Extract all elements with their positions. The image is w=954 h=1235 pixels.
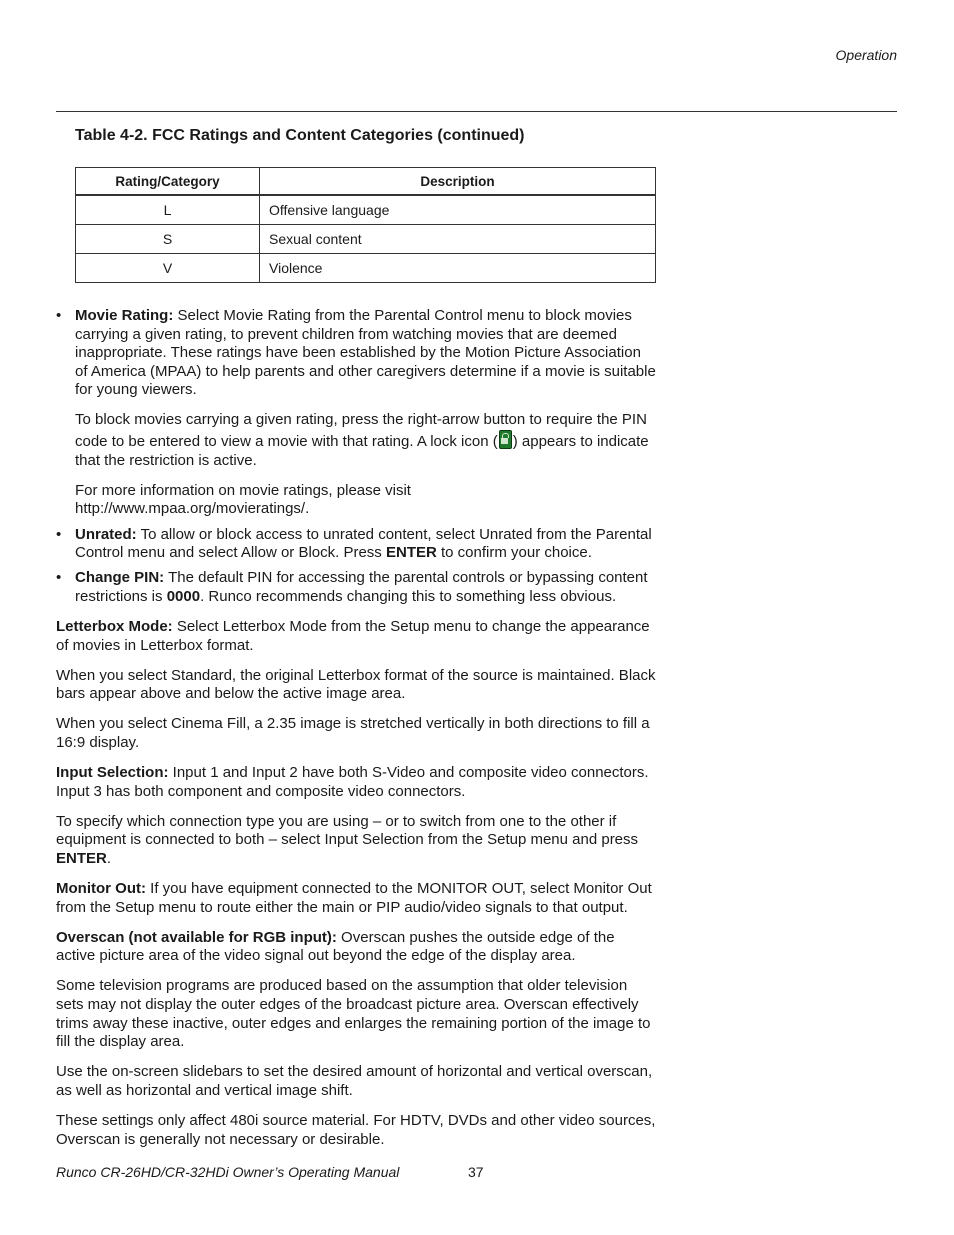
table-header-row <box>76 168 656 196</box>
mpaa-url: http://www.mpaa.org/movieratings/. <box>75 500 310 518</box>
movie-rating-info-paragraph <box>75 482 656 519</box>
input-selection-specify-paragraph <box>56 813 656 869</box>
footer-manual-title: Runco CR-26HD/CR-32HDi Owner’s Operating Manual <box>56 1164 400 1180</box>
enter-key-label: ENTER <box>385 544 437 562</box>
overscan-paragraph <box>56 929 656 966</box>
specify-text-before: To specify which connection type you are using – or to switch from one to the other if equipment is connected to both – select Input Selection from the Setup menu and press <box>56 812 639 849</box>
change-pin-text-before: The default PIN for accessing the parental controls or bypassing content restrictions is <box>75 569 648 605</box>
overscan-slidebars-paragraph: Use the on-screen slidebars to set the desired amount of horizontal and vertical overscan, as well as horizontal and vertical image shift. <box>56 1063 653 1099</box>
change-pin-text-after: . Runco recommends changing this to something less obvious. <box>200 587 617 605</box>
page-body <box>56 307 656 1161</box>
fcc-ratings-table <box>75 167 656 283</box>
table-row <box>76 195 656 225</box>
specify-text-after: . <box>106 849 112 867</box>
page-number: 37 <box>468 1164 484 1180</box>
monitor-out-label: Monitor Out: <box>56 880 146 898</box>
unrated-text-before: To allow or block access to unrated content, select Unrated from the Parental Control menu and select Allow or Block. Press <box>75 525 652 562</box>
overscan-text: Overscan pushes the outside edge of the active picture area of the video signal out beyond the edge of the display area. <box>56 928 615 965</box>
bullet-unrated <box>56 526 656 563</box>
monitor-out-text: If you have equipment connected to the MONITOR OUT, select Monitor Out from the Setup menu to route either the main or PIP audio/video signals to that output. <box>56 880 652 916</box>
table-title: Table 4-2. FCC Ratings and Content Categories (continued) <box>75 127 525 144</box>
rating-cell: L <box>76 195 260 225</box>
letterbox-paragraph <box>56 618 656 655</box>
table-row <box>76 254 656 283</box>
unrated-paragraph <box>75 526 656 563</box>
movie-rating-text: Select Movie Rating from the Parental Control menu to block movies carrying a given rating, to prevent children from watching movies that are deemed inappropriate. These ratings have been established by the Motion Picture Association of America (MPAA) to help parents and other caregivers determine if a movie is suitable for young viewers. <box>75 307 656 399</box>
default-pin: 0000 <box>166 587 201 605</box>
description-cell: Violence <box>260 254 656 283</box>
overscan-label: Overscan (not available for RGB input): <box>56 928 337 946</box>
bullet-dot: • <box>56 569 62 587</box>
letterbox-text: Select Letterbox Mode from the Setup menu to change the appearance of movies in Letterbox format. <box>56 618 650 654</box>
movie-rating-paragraph <box>75 307 656 400</box>
movie-rating-pin-paragraph <box>75 411 656 470</box>
info-text: For more information on movie ratings, please visit <box>75 481 411 499</box>
monitor-out-paragraph <box>56 880 656 917</box>
movie-rating-label: Movie Rating: <box>75 307 174 324</box>
input-selection-paragraph <box>56 764 656 801</box>
input-selection-label: Input Selection: <box>56 764 169 782</box>
description-cell: Offensive language <box>260 195 656 225</box>
input-selection-text: Input 1 and Input 2 have both S-Video and composite video connectors. Input 3 has both component and composite video connectors. <box>56 764 649 800</box>
change-pin-paragraph <box>75 569 656 606</box>
letterbox-cinema-paragraph: When you select Cinema Fill, a 2.35 image is stretched vertically in both directions to fill a 16:9 display. <box>56 715 650 751</box>
change-pin-label: Change PIN: <box>75 569 165 587</box>
overscan-480i-paragraph: These settings only affect 480i source material. For HDTV, DVDs and other video sources, Overscan is generally not necessary or desirable. <box>56 1111 656 1148</box>
pin-text-after: ) appears to indicate that the restriction is active. <box>75 433 649 469</box>
description-cell: Sexual content <box>260 225 656 254</box>
letterbox-standard-paragraph: When you select Standard, the original Letterbox format of the source is maintained. Black bars appear above and below the active image area. <box>56 666 656 703</box>
bullet-change-pin <box>56 569 656 606</box>
bullet-dot: • <box>56 307 62 324</box>
bullet-movie-rating <box>56 307 656 519</box>
unrated-text-after: to confirm your choice. <box>436 544 592 562</box>
overscan-programs-paragraph: Some television programs are produced based on the assumption that older television sets may not display the outer edges of the broadcast picture area. Overscan effectively trims away these inactive, outer edges and enlarges the remaining portion of the image to fill the display area. <box>56 977 651 1051</box>
pin-text-before: To block movies carrying a given rating, press the right-arrow button to require the PIN code to be entered to view a movie with that rating. A lock icon ( <box>75 411 647 451</box>
letterbox-label: Letterbox Mode: <box>56 618 173 635</box>
bullet-dot: • <box>56 525 62 543</box>
column-header-rating: Rating/Category <box>76 168 260 196</box>
running-header: Operation <box>835 47 897 63</box>
unrated-label: Unrated: <box>75 525 137 543</box>
column-header-description: Description <box>260 168 656 196</box>
table-row <box>76 225 656 254</box>
rating-cell: V <box>76 254 260 283</box>
lock-icon <box>499 430 512 449</box>
enter-key-label: ENTER <box>56 849 107 867</box>
header-divider <box>56 111 897 112</box>
rating-cell: S <box>76 225 260 254</box>
